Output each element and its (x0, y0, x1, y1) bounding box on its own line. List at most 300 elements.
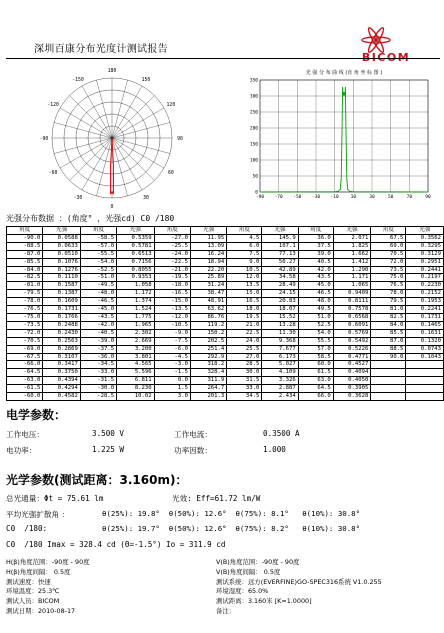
table-cell: 0.1953 (406, 298, 444, 306)
table-row (7, 321, 444, 329)
table-cell: -7.5 (154, 337, 190, 345)
table-cell: 0.6568 (333, 313, 371, 321)
table-cell: 0.5769 (333, 329, 371, 337)
table-cell: -13.5 (154, 306, 190, 314)
polar-tick-label: -150 (72, 78, 84, 84)
polar-grid-spoke (70, 96, 112, 138)
table-cell: 28.5 (227, 361, 262, 369)
table-cell: -43.5 (80, 313, 116, 321)
table-cell: -61.5 (7, 385, 43, 393)
table-row (7, 306, 444, 314)
table-cell: -24.0 (154, 250, 190, 258)
table-cell: 0.4582 (43, 393, 81, 401)
table-cell: -34.5 (80, 361, 116, 369)
table-cell: -51.0 (80, 274, 116, 282)
table-cell: 42.89 (262, 266, 298, 274)
table-cell: 0.1609 (43, 298, 81, 306)
table-cell: 9.0 (227, 258, 262, 266)
table-cell: -66.0 (7, 361, 43, 369)
table-cell: 1.5 (154, 385, 190, 393)
table-cell: 0.1731 (406, 313, 444, 321)
table-cell: 25.5 (227, 345, 262, 353)
table-cell: 63.62 (190, 306, 226, 314)
polar-tick-label: -120 (47, 103, 59, 108)
table-cell: 318.2 (190, 361, 226, 369)
polar-grid-spoke (82, 86, 112, 138)
polar-grid-spoke (96, 138, 112, 196)
c0-label: C0 /180: (6, 524, 48, 533)
table-cell: -39.0 (80, 337, 116, 345)
table-cell: 0.4294 (43, 385, 81, 393)
table-row (7, 274, 444, 282)
table-row (7, 337, 444, 345)
table-header-cell: 光强 (333, 227, 371, 235)
table-cell: 76.5 (371, 282, 406, 290)
table-cell: 0.2869 (43, 345, 81, 353)
x-tick-label: -70 (274, 195, 283, 200)
polar-tick-label: -30 (73, 195, 83, 201)
table-cell: -60.0 (7, 393, 43, 401)
table-cell: 0.6091 (333, 321, 371, 329)
table-cell: 13.28 (262, 321, 298, 329)
table-cell: 42.0 (298, 266, 333, 274)
table-cell: 328.4 (190, 369, 226, 377)
table-cell: 5.027 (262, 361, 298, 369)
table-cell: 0.3417 (43, 361, 81, 369)
power-factor-label: 功率因数： (174, 446, 212, 455)
table-cell: 8.230 (117, 385, 155, 393)
table-cell: 22.5 (227, 329, 262, 337)
table-cell: 1.290 (333, 266, 371, 274)
table-cell: -69.0 (7, 345, 43, 353)
table-cell: 0.0743 (406, 345, 444, 353)
table-cell: -90.0 (7, 234, 43, 242)
table-cell: 0.2241 (406, 306, 444, 314)
table-cell (406, 385, 444, 393)
x-tick-label: -10 (330, 195, 339, 200)
table-cell: 2.887 (262, 385, 298, 393)
table-cell: 0.4050 (333, 377, 371, 385)
table-cell: 20.83 (262, 298, 298, 306)
table-cell (406, 361, 444, 369)
table-row (7, 282, 444, 290)
luminous-efficacy: 光效: Eff=61.72 lm/W (172, 494, 261, 503)
polar-tick-label: 120 (166, 103, 176, 108)
table-cell: 119.2 (190, 321, 226, 329)
table-row (7, 369, 444, 377)
table-cell: 43.5 (298, 274, 333, 282)
polar-grid-spoke (60, 138, 112, 168)
table-cell: 90.0 (371, 353, 406, 361)
footer-left (6, 558, 90, 617)
table-cell: 88.5 (371, 345, 406, 353)
table-cell: 0.4771 (333, 353, 371, 361)
table-cell: 25.89 (190, 274, 226, 282)
table-header-cell: 角度 (80, 227, 116, 235)
table-cell: 0.2488 (43, 321, 81, 329)
polar-grid-spoke (70, 138, 112, 180)
table-cell: 16.5 (227, 298, 262, 306)
table-cell: 0.3562 (406, 234, 444, 242)
table-cell: 22.20 (190, 266, 226, 274)
table-cell: -6.0 (154, 345, 190, 353)
table-cell: 3.0 (154, 393, 190, 401)
report-title: 深圳百康分布光度计测试报告 (34, 44, 168, 55)
table-cell: 57.0 (298, 345, 333, 353)
table-cell: 0.3750 (43, 369, 81, 377)
polar-tick-label: 180 (107, 69, 117, 74)
table-cell: 87.0 (371, 337, 406, 345)
table-cell: -67.5 (7, 353, 43, 361)
table-cell: 0.5492 (333, 337, 371, 345)
polar-grid-spoke (112, 86, 142, 138)
power-factor-value: 1.000 (263, 445, 286, 454)
footer-humidity: 环境湿度：65.0% (216, 587, 269, 596)
table-cell: 202.5 (190, 337, 226, 345)
y-tick-label: 200 (249, 126, 258, 132)
table-cell: -3.0 (154, 361, 190, 369)
table-cell: 38.47 (190, 290, 226, 298)
polar-tick-label: 0 (110, 205, 114, 210)
table-cell: -49.5 (80, 282, 116, 290)
table-cell: 56.27 (262, 258, 298, 266)
table-cell: 78.0 (371, 290, 406, 298)
table-cell: -19.5 (154, 274, 190, 282)
footer-system: 测试系统：远方(EVERFINE)GO-SPEC316系统 V1.0.255 (216, 577, 382, 586)
table-cell: -46.5 (80, 298, 116, 306)
table-cell: 48.0 (298, 298, 333, 306)
table-header-cell: 光强 (406, 227, 444, 235)
table-row (7, 329, 444, 337)
table-cell: 18.94 (190, 258, 226, 266)
table-cell: 81.0 (371, 306, 406, 314)
voltage-value: 3.500 V (92, 429, 125, 438)
table-cell: 0.0 (154, 377, 190, 385)
footer-h-step: H(β)角度间隔： 0.5度 (6, 567, 71, 576)
table-cell: 1.171 (333, 274, 371, 282)
table-cell: 0.9409 (333, 290, 371, 298)
polar-tick-label: 30 (143, 195, 149, 201)
polar-tick-label: 60 (167, 171, 174, 176)
table-row (7, 385, 444, 393)
table-cell: 1.775 (117, 313, 155, 321)
polar-grid-spoke (82, 138, 112, 190)
x-tick-label: 70 (406, 195, 413, 200)
table-cell: 4.5 (227, 234, 262, 242)
table-row (7, 258, 444, 266)
table-row (7, 393, 444, 401)
table-cell: -45.0 (80, 306, 116, 314)
table-cell: 0.5359 (117, 234, 155, 242)
table-cell: 55.5 (298, 337, 333, 345)
table-cell: 6.173 (262, 353, 298, 361)
table-cell: 63.0 (298, 377, 333, 385)
beam-angle-label: 平均光强扩散角 ： (6, 510, 70, 519)
table-cell: 0.1076 (43, 258, 81, 266)
table-cell: 3.801 (117, 353, 155, 361)
table-cell: -37.5 (80, 345, 116, 353)
table-header-cell: 角度 (298, 227, 333, 235)
footer-remarks: 备注： (216, 606, 236, 615)
table-cell: 0.2563 (43, 337, 81, 345)
table-cell (371, 385, 406, 393)
voltage-label: 工作电压： (6, 430, 44, 439)
table-cell: 0.2152 (406, 290, 444, 298)
plot-frame (260, 80, 428, 192)
table-cell: 5.596 (117, 369, 155, 377)
table-cell: 0.7156 (117, 258, 155, 266)
table-cell: -85.5 (7, 258, 43, 266)
table-cell: 24.0 (227, 337, 262, 345)
table-cell: 28.49 (262, 282, 298, 290)
polar-grid-spoke (112, 138, 142, 190)
c0-beam-values: θ(25%): 19.7° θ(50%): 12.6° θ(75%): 8.2° θ(10%): 30.8° (102, 524, 361, 533)
table-cell: 1.662 (333, 250, 371, 258)
table-cell: 2.434 (262, 393, 298, 401)
table-cell: 72.0 (371, 258, 406, 266)
table-cell: -88.5 (7, 242, 43, 250)
y-tick-label: 100 (249, 158, 258, 164)
electrical-heading: 电学参数： (6, 408, 67, 422)
table-cell: -76.5 (7, 306, 43, 314)
table-cell: 1.825 (333, 242, 371, 250)
table-cell: -42.0 (80, 321, 116, 329)
table-cell: 75.0 (371, 274, 406, 282)
table-cell: -25.5 (154, 242, 190, 250)
y-tick-label: 250 (249, 110, 258, 116)
table-cell: 0.1587 (43, 282, 81, 290)
y-tick-label: 350 (249, 78, 258, 84)
table-cell (406, 377, 444, 385)
luminous-flux: 总光通量：Φt = 75.61 lm (6, 494, 104, 503)
table-header-row (7, 227, 444, 235)
table-cell: -36.0 (80, 353, 116, 361)
table-cell: 0.0510 (43, 250, 81, 258)
table-cell: 0.4527 (333, 361, 371, 369)
table-cell: -4.5 (154, 353, 190, 361)
table-cell: 54.0 (298, 329, 333, 337)
table-cell: 0.2197 (406, 274, 444, 282)
table-cell: -1.5 (154, 369, 190, 377)
polar-grid-spoke (60, 108, 112, 138)
table-cell: -30.0 (80, 385, 116, 393)
polar-tick-label: 90 (177, 137, 183, 142)
table-cell: 0.3107 (43, 353, 81, 361)
table-cell: 0.4094 (333, 369, 371, 377)
footer-date: 测试日期：2010-08-17 (6, 606, 76, 615)
table-cell: -40.5 (80, 329, 116, 337)
table-cell (406, 393, 444, 401)
table-cell: 0.1766 (43, 313, 81, 321)
polar-tick-label: 150 (141, 78, 151, 84)
optical-heading: 光学参数(测试距离：3.160m)： (6, 473, 188, 487)
company-logo (336, 32, 436, 64)
table-cell: 67.5 (371, 234, 406, 242)
table-cell: 58.5 (298, 353, 333, 361)
table-cell: 49.5 (298, 306, 333, 314)
table-cell: 0.1387 (43, 290, 81, 298)
table-cell: 51.0 (298, 313, 333, 321)
table-row (7, 345, 444, 353)
table-cell: 7.677 (262, 345, 298, 353)
table-cell: 0.3905 (333, 385, 371, 393)
polar-grid-spoke (54, 122, 112, 138)
table-cell: 0.1320 (406, 337, 444, 345)
table-cell: 13.5 (227, 282, 262, 290)
table-cell: -64.5 (7, 369, 43, 377)
x-tick-label: 10 (350, 195, 357, 200)
table-cell: -87.0 (7, 250, 43, 258)
table-cell: 0.3129 (406, 250, 444, 258)
current-label: 工作电流： (174, 430, 212, 439)
polar-grid-spoke (112, 80, 128, 138)
table-cell: 0.0588 (43, 234, 81, 242)
table-cell: 0.5781 (117, 242, 155, 250)
table-cell: 0.3295 (406, 242, 444, 250)
table-cell: -18.0 (154, 282, 190, 290)
table-cell: 31.5 (227, 377, 262, 385)
table-cell: -33.0 (80, 369, 116, 377)
x-tick-label: 30 (369, 195, 375, 200)
table-cell: -12.0 (154, 313, 190, 321)
table-cell: -82.5 (7, 274, 43, 282)
x-tick-label: -90 (255, 195, 265, 200)
table-cell: 1.058 (117, 282, 155, 290)
table-cell: 15.52 (262, 313, 298, 321)
table-cell: 0.2230 (406, 282, 444, 290)
table-cell: -78.0 (7, 298, 43, 306)
polar-tick-label: -60 (48, 171, 58, 176)
table-cell: 3.200 (117, 345, 155, 353)
table-row (7, 250, 444, 258)
table-cell: 46.5 (298, 290, 333, 298)
table-cell: 0.3628 (333, 393, 371, 401)
table-cell: 0.2441 (406, 266, 444, 274)
table-cell: 70.5 (371, 250, 406, 258)
table-cell: -52.5 (80, 266, 116, 274)
table-cell: -15.0 (154, 298, 190, 306)
table-cell: -27.0 (154, 234, 190, 242)
table-cell: -79.5 (7, 290, 43, 298)
y-tick-label: 300 (249, 94, 258, 100)
table-cell: 10.5 (227, 266, 262, 274)
y-tick-label: 50 (252, 174, 258, 180)
table-cell: -10.5 (154, 321, 190, 329)
x-tick-label: -50 (293, 195, 302, 200)
logo-wordmark: BICOM (361, 51, 411, 64)
table-cell: 0.1631 (406, 329, 444, 337)
table-cell: 145.9 (262, 234, 298, 242)
footer-v-step: V(B)角度间隔： 0.5度 (216, 567, 281, 576)
table-cell: 6.0 (227, 242, 262, 250)
footer-v-range: V(B)角度范围：-90度 - 90度 (216, 558, 300, 566)
table-cell: 311.9 (190, 377, 226, 385)
polar-grid-spoke (112, 96, 154, 138)
polar-grid-spoke (112, 122, 170, 138)
table-row (7, 298, 444, 306)
table-cell: 0.1731 (43, 306, 81, 314)
table-cell: 2.071 (333, 234, 371, 242)
table-cell: 13.09 (190, 242, 226, 250)
table-cell: 6.811 (117, 377, 155, 385)
table-cell: -31.5 (80, 377, 116, 385)
table-cell: -28.5 (80, 393, 116, 401)
table-cell: 0.5226 (333, 345, 371, 353)
table-cell: 0.1465 (406, 321, 444, 329)
table-row (7, 242, 444, 250)
table-cell: 27.0 (227, 353, 262, 361)
table-cell: -84.0 (7, 266, 43, 274)
table-header-cell: 角度 (371, 227, 406, 235)
x-tick-label: 90 (425, 195, 431, 200)
table-cell: 4.109 (262, 369, 298, 377)
table-cell: -70.5 (7, 337, 43, 345)
polar-grid-spoke (112, 138, 128, 196)
table-cell: -16.5 (154, 290, 190, 298)
cartesian-intensity-chart (238, 66, 444, 206)
table-cell: 107.1 (262, 242, 298, 250)
power-label: 电功率： (6, 446, 37, 455)
polar-grid-spoke (96, 80, 112, 138)
title-divider (6, 58, 440, 59)
polar-grid-spoke (112, 138, 164, 168)
table-cell: 19.5 (227, 313, 262, 321)
table-cell: 60.0 (298, 361, 333, 369)
table-cell: 11.95 (190, 234, 226, 242)
table-cell: 0.7578 (333, 306, 371, 314)
table-cell: -73.5 (7, 321, 43, 329)
table-cell: 15.0 (227, 290, 262, 298)
table-cell: 40.5 (298, 258, 333, 266)
footer-distance: 测试距离：3.160米 [K=1.0000] (216, 597, 312, 606)
polar-grid-spoke (112, 138, 170, 154)
table-cell: 52.5 (298, 321, 333, 329)
table-cell: 69.0 (371, 242, 406, 250)
table-cell: 30.0 (227, 369, 262, 377)
table-cell: -54.0 (80, 258, 116, 266)
table-cell: -22.5 (154, 258, 190, 266)
table-cell: 11.30 (262, 329, 298, 337)
table-cell: 201.3 (190, 393, 226, 401)
table-cell: 2.302 (117, 329, 155, 337)
y-tick-label: 150 (249, 142, 258, 148)
table-cell: 0.8055 (117, 266, 155, 274)
table-cell: 0.9353 (117, 274, 155, 282)
table-cell: 251.4 (190, 345, 226, 353)
table-cell: 84.0 (371, 321, 406, 329)
table-cell: 86.76 (190, 313, 226, 321)
table-cell: -57.0 (80, 242, 116, 250)
table-cell: 66.0 (298, 393, 333, 401)
linear-chart-title: 光 强 分 布 曲 线 (直 角 坐 标 图 ) (305, 70, 383, 76)
table-cell (371, 393, 406, 401)
table-cell: 24.15 (262, 290, 298, 298)
table-header-cell: 角度 (227, 227, 262, 235)
table-row (7, 353, 444, 361)
current-value: 0.3500 A (263, 429, 300, 438)
table-cell: 10.02 (117, 393, 155, 401)
intensity-curve (260, 87, 428, 192)
footer-operator: 测试人员：BICOM (6, 597, 60, 606)
table-row (7, 313, 444, 321)
table-cell: -55.5 (80, 250, 116, 258)
table-header-cell: 光强 (43, 227, 81, 235)
table-cell: 9.368 (262, 337, 298, 345)
table-cell: 48.91 (190, 298, 226, 306)
footer-right (216, 558, 382, 617)
table-cell: 73.5 (371, 266, 406, 274)
table-row (7, 266, 444, 274)
